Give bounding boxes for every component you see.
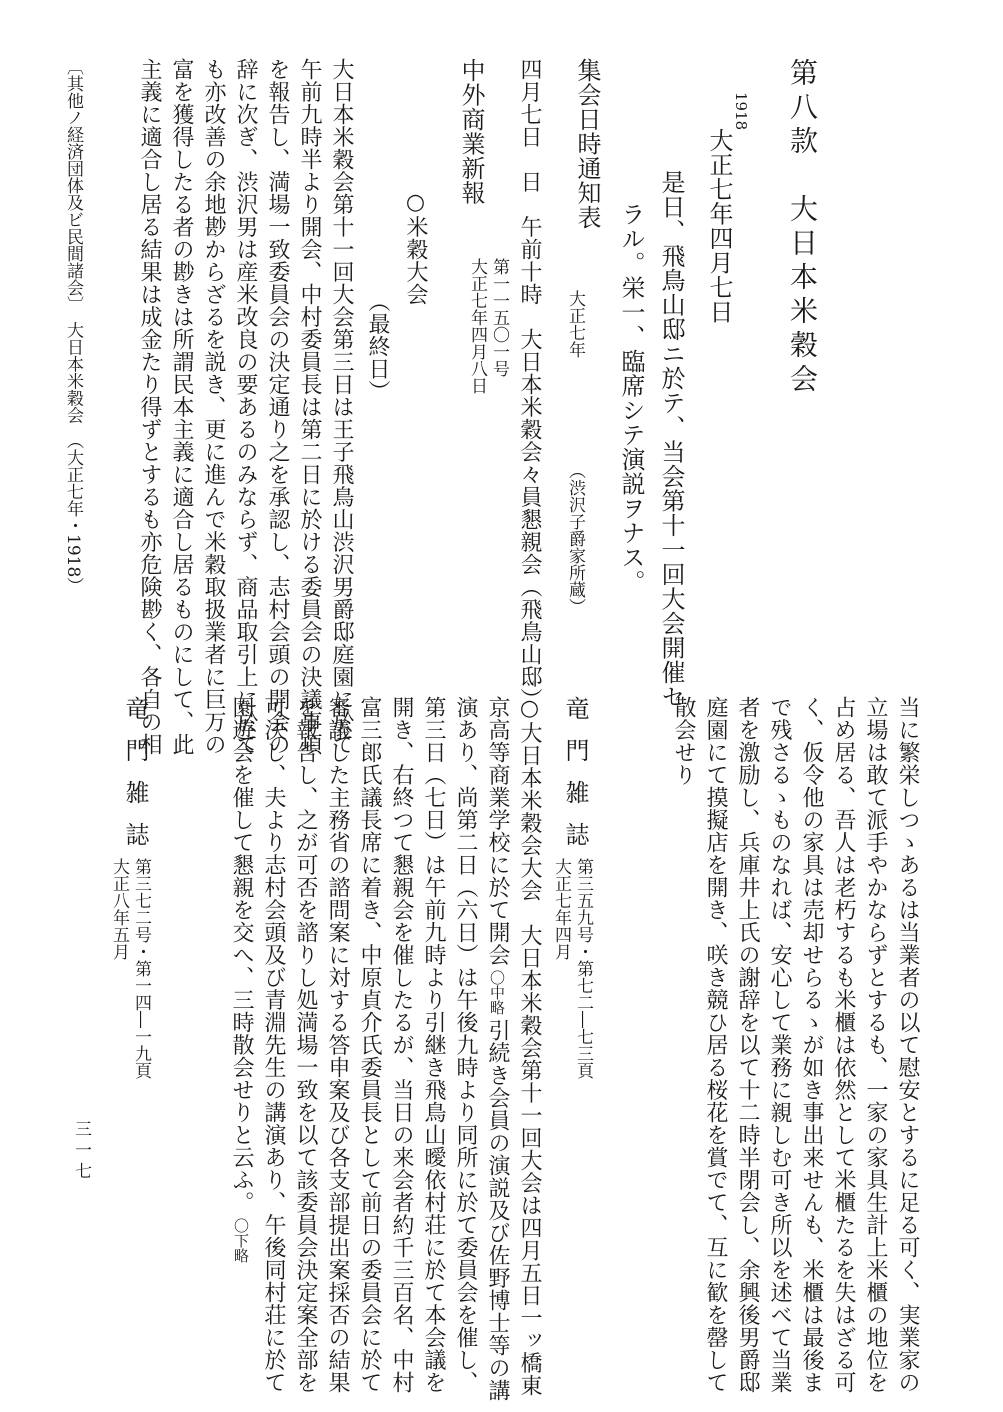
article-line: を報告し、満場一致委員会の決定通り之を承認し、志村会頭の開会の	[265, 58, 290, 756]
source-issue-2: 第一一五〇一号	[489, 258, 509, 377]
source-meta-4	[109, 858, 151, 1079]
article2-line: 開き、右終つて懇親会を催したるが、当日の来会者約千三百名、中村	[389, 696, 414, 1394]
source-era-1: 大正七年	[565, 290, 585, 358]
article2-line: ○大日本米穀会大会 大日本米穀会第十一回大会は四月五日一ッ橋東	[517, 696, 542, 1397]
source-holder-1: （渋沢子爵家所蔵）	[565, 462, 585, 615]
article-line: 立場は敢て派手やかならずとするも、一家の家具生計上米櫃の地位を	[863, 696, 888, 1394]
summary-line-2: ラル。栄一、臨席シテ演説ヲナス。	[617, 202, 645, 594]
article-line: 者を激励し、兵庫井上氏の謝辞を以て十二時半閉会し、余興後男爵邸	[735, 696, 760, 1394]
omission-mark-end: 〇下略	[232, 1217, 250, 1263]
article2-line: 演あり、尚第二日（六日）は午後九時より同所に於て委員会を催し、	[453, 696, 478, 1394]
event-line: 四月七日 日 午前十時 大日本米穀会々員懇親会（飛鳥山邸）	[517, 58, 542, 711]
source-date-3: 大正七年四月	[551, 858, 571, 960]
source-title-2: 中外商業新報	[457, 58, 485, 205]
article2-line-mixed	[481, 696, 513, 1406]
article2-line: 可決し、夫より志村会頭及び青淵先生の講演あり、午後同村荘に於て	[261, 696, 286, 1394]
article2-line: 第三日（七日）は午前九時より引継き飛鳥山曖依村荘に於て本会議を	[421, 696, 446, 1394]
article2-line: 審議した主務省の諮問案に対する答申案及び各支部提出案採否の結果	[325, 696, 350, 1394]
article2-line: 園遊会を催して懇親を交へ、三時散会せりと云ふ。	[229, 696, 254, 1214]
source-title-1: 集会日時通知表	[573, 58, 601, 230]
source-issue-4: 第三七二号・第一四―一九頁	[131, 858, 151, 1079]
article2-line: 京高等商業学校に於て開会	[485, 696, 510, 966]
article-line: で残さるゝものなれば、安心して業務に親しむ可き所以を述べて当業	[767, 696, 792, 1394]
source-date-2: 大正七年四月八日	[467, 258, 487, 394]
page-number: 三一七	[71, 1120, 91, 1183]
running-header: 〔其他ノ経済団体及ビ民間諸会〕 大日本米穀会 （大正七年・1918）	[63, 58, 83, 595]
article-line: 辞に次ぎ、渋沢男は産米改良の要あるのみならず、商品取引上に於て	[233, 58, 258, 756]
section-heading: 第八款 大日本米穀会	[786, 58, 819, 398]
summary-line-1: 是日、飛鳥山邸ニ於テ、当会第十一回大会開催セ	[657, 170, 685, 709]
article-line: 午前九時半より開会、中村委員長は第二日に於ける委員会の決議事項	[297, 58, 322, 756]
article-line: く、仮令他の家具は売却せらるゝが如き事出来せんも、米櫃は最後ま	[799, 696, 824, 1394]
article-line: 庭園にて摸擬店を開き、咲き競ひ居る桜花を賞でて、互に歓を罄して	[703, 696, 728, 1394]
article-line: 大日本米穀会第十一回大会第三日は王子飛鳥山渋沢男爵邸庭園に於て	[329, 58, 354, 756]
article-sub: （最終日）	[365, 290, 390, 403]
article-line: 占め居る、吾人は老朽するも米櫃は依然として米櫃たるを失はざる可	[831, 696, 856, 1394]
article-line: 当に繁栄しつゝあるは当業者の以て慰安とするに足る可く、実業家の	[895, 696, 920, 1394]
source-title-4: 竜門雑誌	[121, 696, 149, 864]
article2-line: を報告し、之が可否を諮りし処満場一致を以て該委員会決定案全部を	[293, 696, 318, 1394]
article2-last-line	[225, 696, 257, 1267]
source-issue-3: 第三五九号・第七二―七三頁	[573, 858, 593, 1079]
article2-line: 富三郎氏議長席に着き、中原貞介氏委員長として前日の委員会に於て	[357, 696, 382, 1394]
date-line: 大正七年四月七日	[705, 128, 733, 324]
omission-mark-mid: 〇中略	[488, 970, 506, 1015]
year-arabic: 1918	[732, 92, 750, 131]
article-line: も亦改善の余地尠からざるを説き、更に進んで米穀取扱業者に巨万の	[201, 58, 226, 756]
article-line: 散会せり	[671, 696, 696, 786]
source-meta-2	[467, 258, 509, 394]
source-date-4: 大正八年五月	[109, 858, 129, 960]
article2-line: 引続き会員の演説及び佐野博士等の講	[485, 1019, 510, 1402]
article-line: 富を獲得したる者の尠きは所謂民本主義に適合し居るものにして、此	[169, 58, 194, 756]
source-meta-3	[551, 858, 593, 1079]
article-line: 主義に適合し居る結果は成金たり得ずとするも亦危険尠く、各自の相	[137, 58, 162, 756]
article-headline: ○米穀大会	[403, 190, 428, 306]
source-title-3: 竜門雑誌	[561, 696, 589, 864]
